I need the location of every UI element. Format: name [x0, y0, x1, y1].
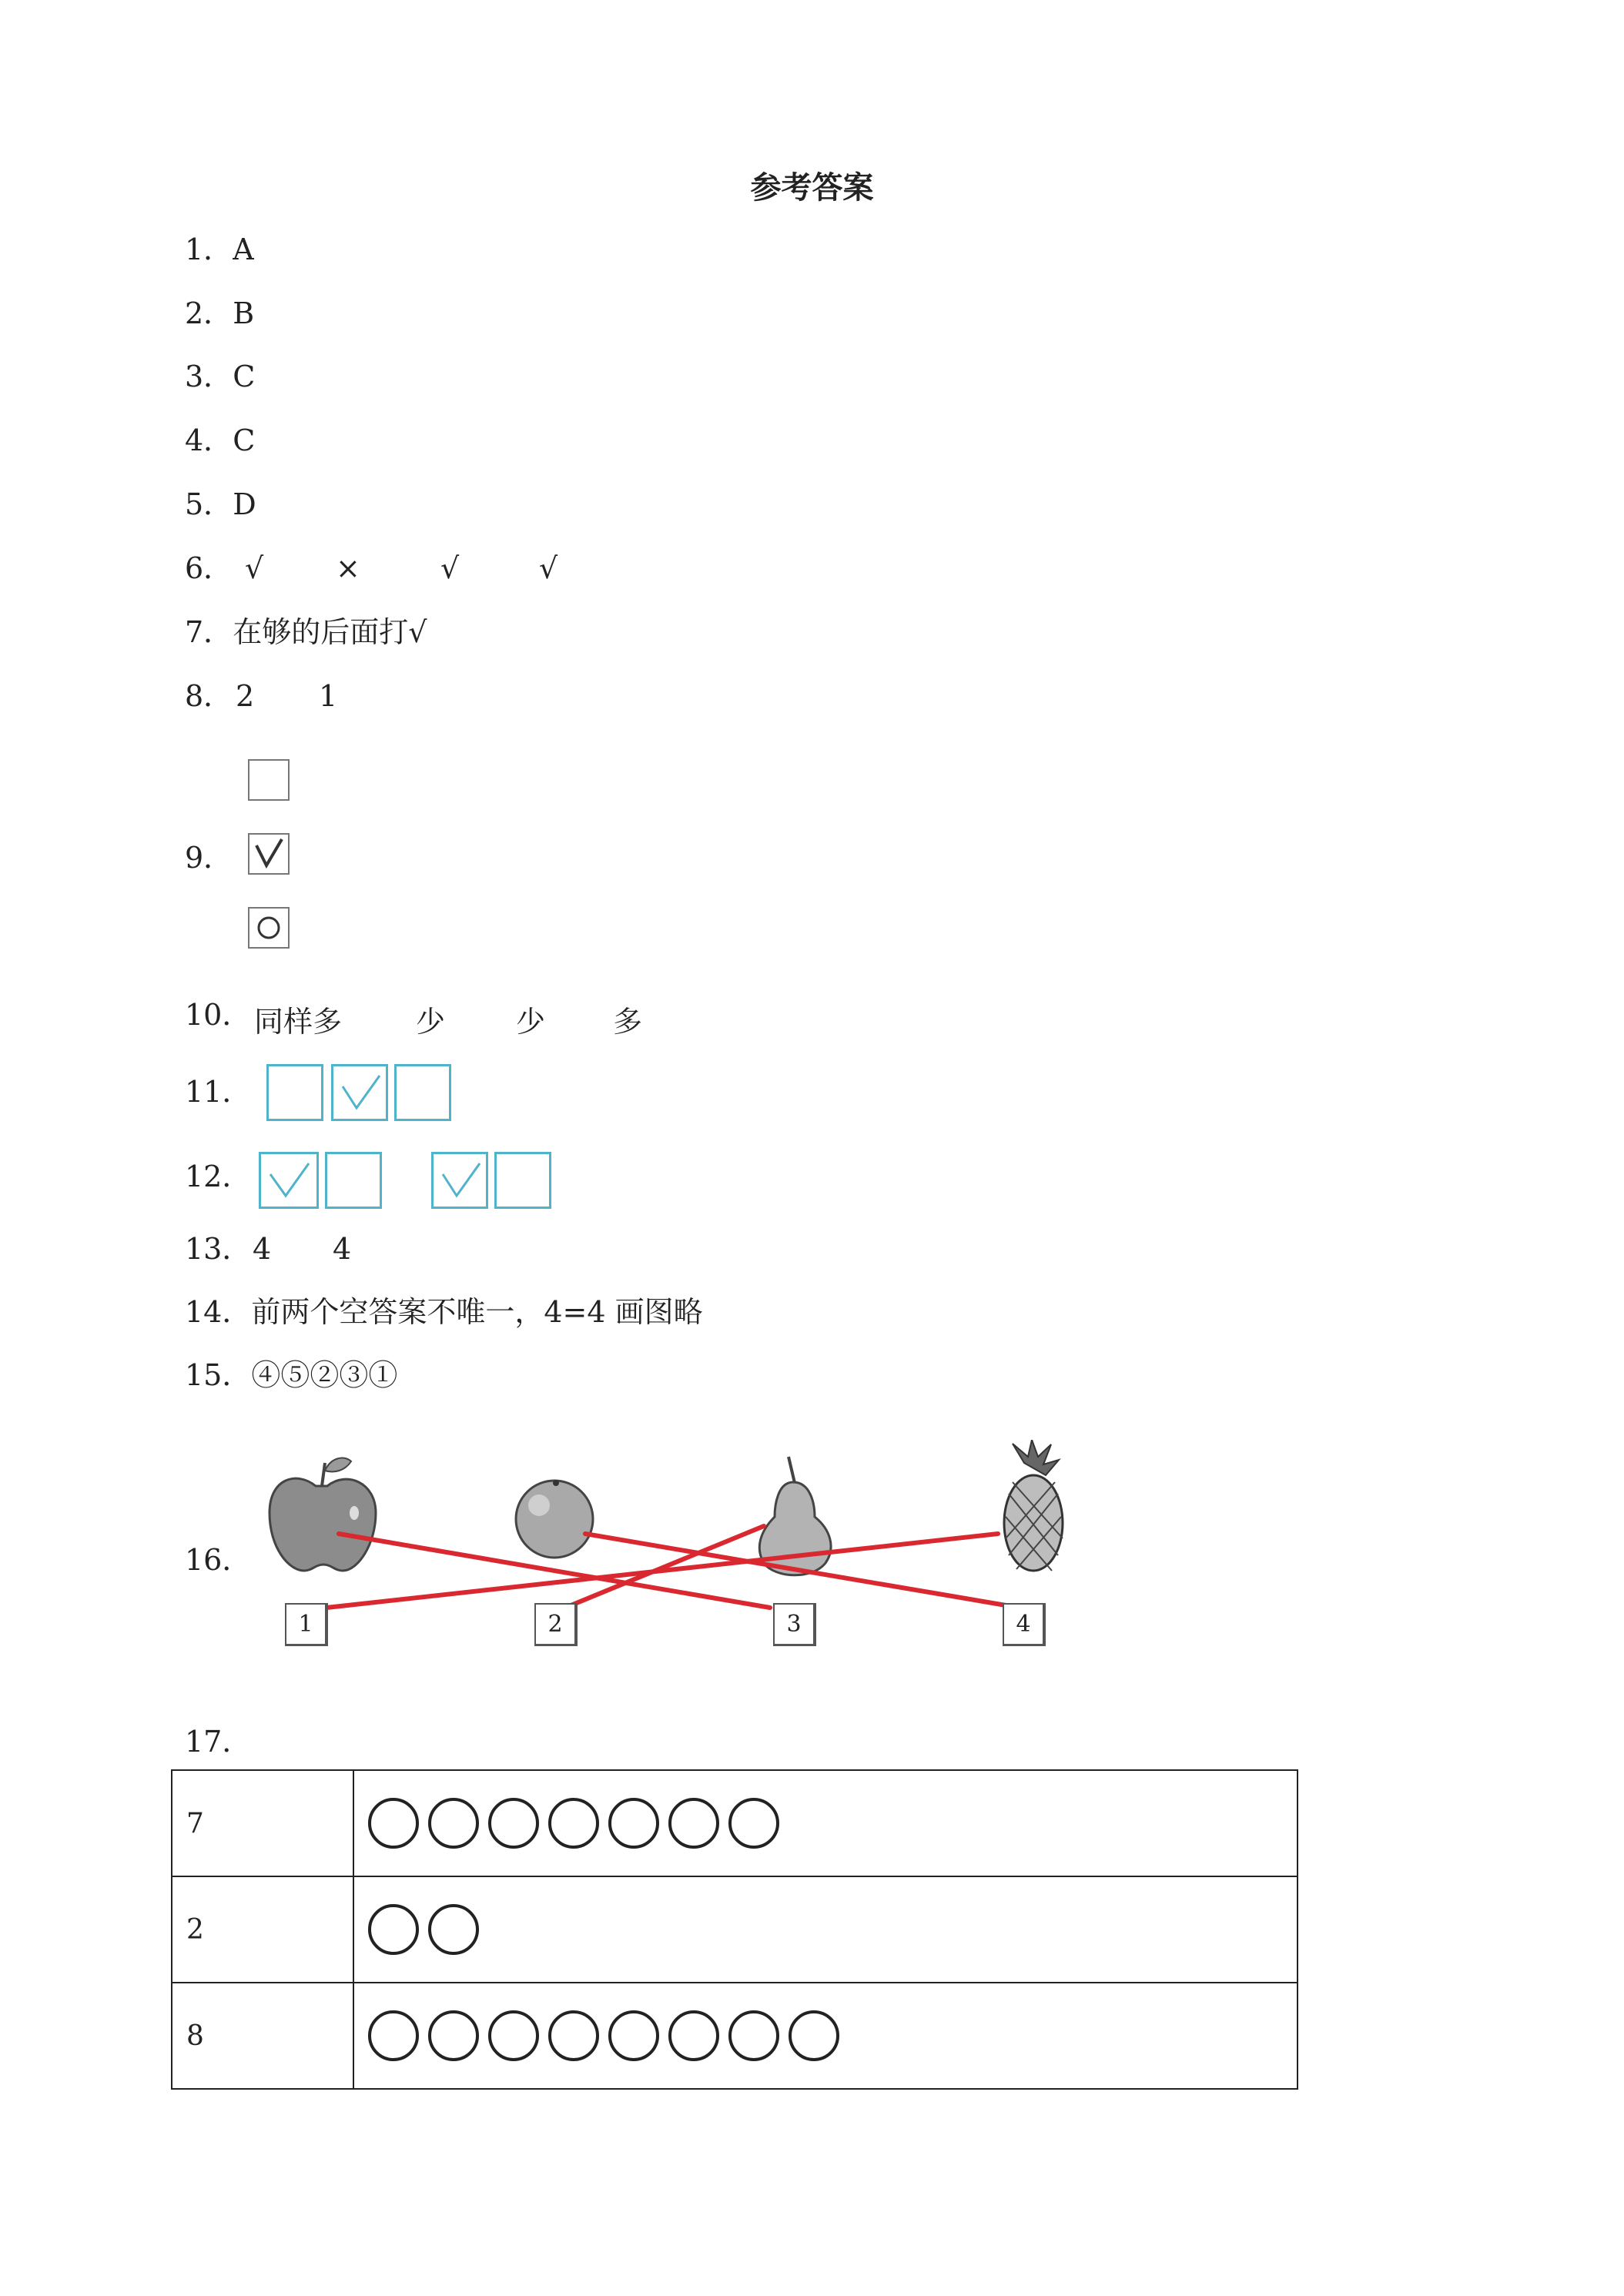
match-lines	[326, 1526, 1020, 1608]
row-number: 2	[172, 1876, 353, 1983]
circle-icon	[428, 1904, 479, 1955]
number-box: 2	[534, 1603, 578, 1646]
empty-box	[248, 759, 290, 801]
orange-icon	[516, 1480, 593, 1558]
answer-13: 13．	[185, 1232, 252, 1266]
answer-6: 6．	[185, 551, 233, 585]
answer-10-mark: 少	[516, 1005, 546, 1039]
circle-icon	[428, 2010, 479, 2061]
checked-box	[248, 833, 290, 875]
circle-icon	[368, 1904, 419, 1955]
check-icon	[333, 1066, 386, 1119]
table-row	[172, 1770, 1298, 1876]
apple-icon	[270, 1458, 376, 1571]
check-icon	[261, 1154, 316, 1207]
answer-17: 17．	[185, 1725, 252, 1759]
answer-13-mark: 4	[333, 1232, 352, 1266]
circle-icon	[368, 1798, 419, 1849]
answer-13-mark: 4	[253, 1232, 272, 1266]
circle-icon	[368, 2010, 419, 2061]
answer-6-mark: √	[245, 551, 264, 585]
circle-icon	[789, 2010, 839, 2061]
answer-6-mark: ×	[336, 551, 360, 585]
answer-2: 2．B	[185, 296, 255, 330]
circle-group	[354, 2010, 1297, 2061]
pineapple-icon	[1004, 1440, 1063, 1571]
circle-icon	[249, 909, 288, 947]
table-row	[172, 1876, 1298, 1983]
checked-box	[331, 1064, 388, 1121]
checked-box	[431, 1152, 488, 1209]
answer-10: 10．	[185, 998, 252, 1032]
circle-count-table	[171, 1769, 1298, 2090]
circle-icon	[548, 1798, 599, 1849]
circle-icon	[728, 1798, 779, 1849]
answer-15: 15．④⑤②③①	[185, 1358, 398, 1392]
answer-3: 3．C	[185, 360, 256, 393]
row-number: 8	[172, 1983, 353, 2089]
number-box: 1	[285, 1603, 328, 1646]
circle-group	[354, 1904, 1297, 1955]
circle-icon	[608, 1798, 659, 1849]
answer-6-mark: √	[539, 551, 558, 585]
checked-box	[259, 1152, 319, 1209]
table-row	[172, 1983, 1298, 2089]
answer-14: 14．前两个空答案不唯一，4=4 画图略	[185, 1295, 703, 1329]
answer-16: 16．	[185, 1543, 252, 1577]
answer-10-mark: 多	[613, 1005, 643, 1039]
circle-icon	[428, 1798, 479, 1849]
answer-10-mark: 少	[416, 1005, 446, 1039]
circle-icon	[608, 2010, 659, 2061]
page-title: 参考答案	[750, 169, 874, 206]
answer-4: 4．C	[185, 423, 256, 457]
answer-6-mark: √	[440, 551, 460, 585]
circle-icon	[488, 1798, 539, 1849]
answer-9: 9．	[185, 841, 233, 875]
answer-8: 8．	[185, 679, 233, 713]
empty-box	[325, 1152, 382, 1209]
number-box: 3	[773, 1603, 816, 1646]
empty-box	[394, 1064, 451, 1121]
circle-icon	[668, 2010, 719, 2061]
answer-8-mark: 2	[236, 679, 255, 713]
empty-box	[266, 1064, 323, 1121]
empty-box	[494, 1152, 551, 1209]
circle-icon	[728, 2010, 779, 2061]
circle-box	[248, 907, 290, 949]
answer-11: 11．	[185, 1075, 252, 1109]
matching-diagram	[254, 1440, 1070, 1671]
circle-group	[354, 1798, 1297, 1849]
answer-7: 7．在够的后面打√	[185, 615, 427, 649]
check-icon	[249, 835, 288, 873]
circle-icon	[668, 1798, 719, 1849]
answer-8-mark: 1	[319, 679, 338, 713]
answer-10-mark: 同样多	[254, 1005, 343, 1039]
circle-icon	[488, 2010, 539, 2061]
answer-5: 5．D	[185, 487, 256, 521]
number-box: 4	[1003, 1603, 1046, 1646]
circle-icon	[548, 2010, 599, 2061]
answer-1: 1．A	[185, 233, 254, 266]
answer-12: 12．	[185, 1160, 252, 1193]
row-number: 7	[172, 1770, 353, 1876]
check-icon	[434, 1154, 486, 1207]
